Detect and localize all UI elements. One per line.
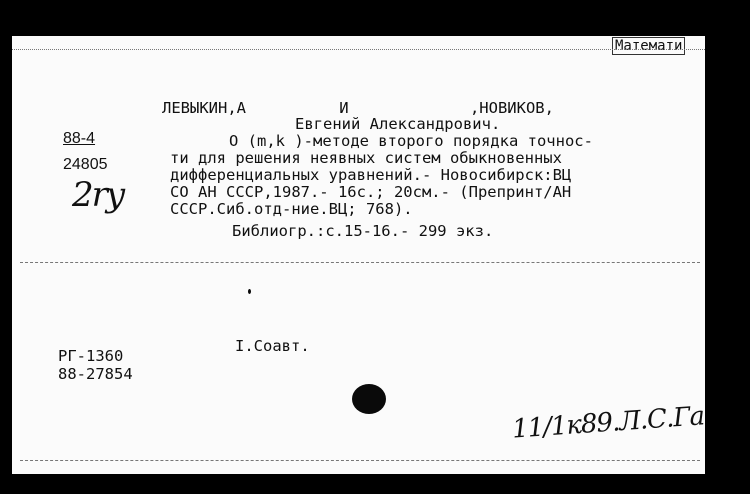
author-line: ЛЕВЫКИН,А И ,НОВИКОВ, <box>162 99 554 117</box>
bottom-code-1: РГ-1360 <box>58 347 124 365</box>
title-line-3: дифференциальных уравнений.- Новосибирск:ВЦ <box>170 166 572 184</box>
title-line-6: Библиогр.:с.15-16.- 299 экз. <box>232 222 494 240</box>
topright-stamp: Математи <box>612 37 685 55</box>
author-fullname: Евгений Александрович. <box>295 115 501 133</box>
title-line-4: СО АН СССР,1987.- 16с.; 20см.- (Препринт/АН <box>170 183 572 201</box>
title-line-5: СССР.Сиб.отд-ние.ВЦ; 768). <box>170 200 413 218</box>
ink-speck <box>248 289 251 294</box>
handwritten-mark: 2ry <box>72 175 124 215</box>
catalog-card <box>12 36 705 474</box>
title-line-1: O (m,k )-методе второго порядка точнос- <box>229 132 593 150</box>
title-line-2: ти для решения неявных систем обыкновенных <box>170 149 562 167</box>
ink-blot <box>352 384 386 414</box>
dashed-rule-bottom <box>20 460 700 461</box>
dashed-rule-middle <box>20 262 700 263</box>
handwritten-bottom: 11/1к89.Л.С.Га <box>511 401 705 445</box>
call-number: 88-4 <box>63 130 96 147</box>
bottom-code-2: 88-27854 <box>58 365 133 383</box>
inventory-number: 24805 <box>63 156 108 173</box>
tracing: I.Соавт. <box>235 337 310 355</box>
top-perforation-line <box>12 49 705 50</box>
